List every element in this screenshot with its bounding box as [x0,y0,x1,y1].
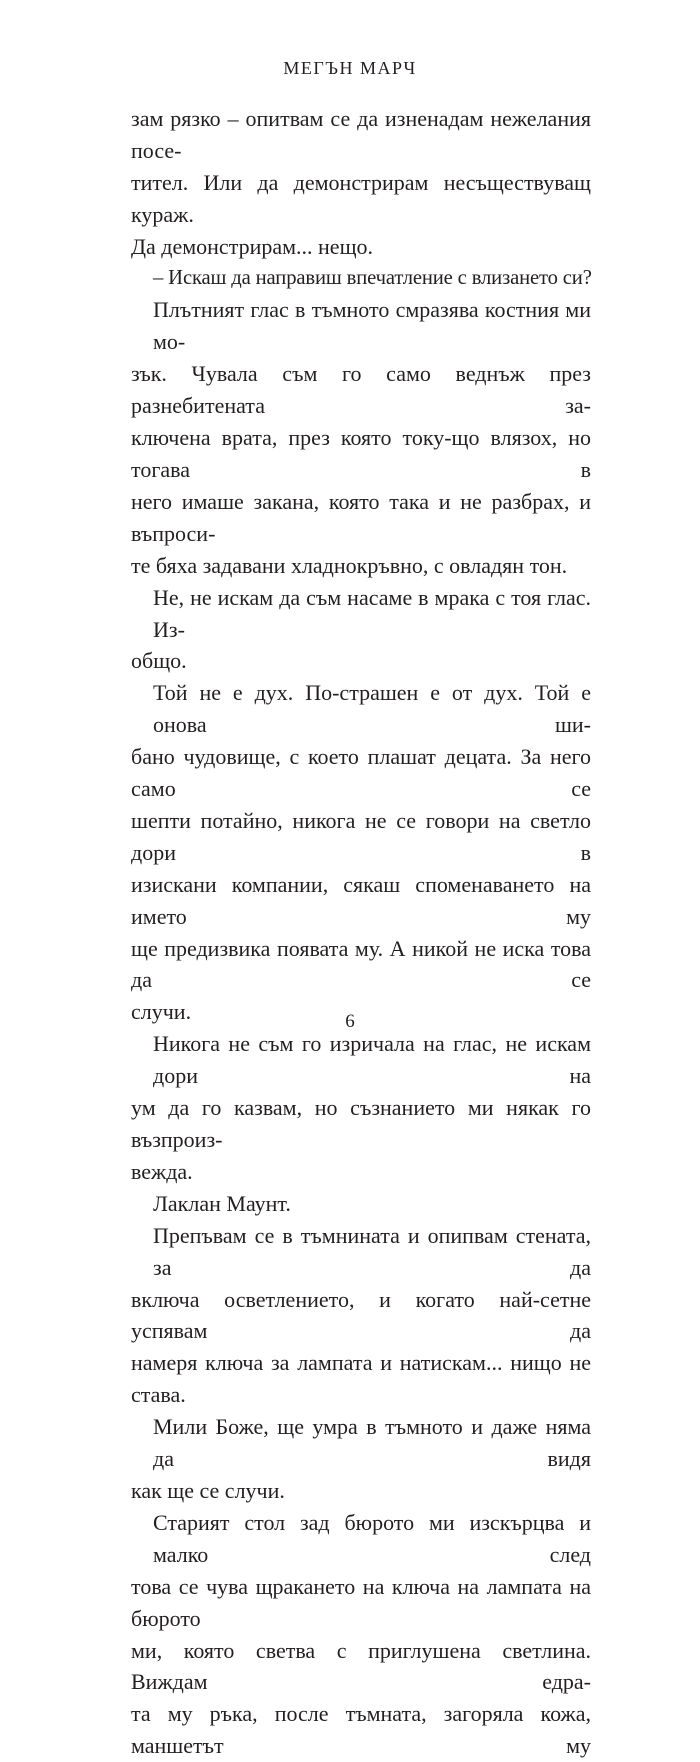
text-line: Мили Боже, ще умра в тъмното и даже няма да видя [153,1414,591,1472]
text-line: зам рязко – опитвам се да изненадам нежелания посе- [131,106,591,163]
running-head: МЕГЪН МАРЧ [283,58,417,78]
text-line: ум да го казвам, но съзнанието ми някак го възпроиз- [131,1095,591,1152]
text-line: Да демонстрирам... нещо. [131,233,374,259]
text-line: зък. Чувала съм го само веднъж през разнебитената за- [131,361,591,419]
text-line: ми, която светва с приглушена светлина. Виждам едра- [131,1637,591,1695]
text-line: Старият стол зад бюрото ми изскърцва и малко след [153,1509,591,1567]
text-line: Той не е дух. По-страшен е от дух. Той е онова ши- [153,680,591,738]
page-number: 6 [345,1011,355,1032]
body-text [131,103,591,1762]
text-line: Лаклан Маунт. [153,1190,291,1216]
text-line: вежда. [131,1158,193,1184]
text-line: бано чудовище, с което плашат децата. За него само се [131,744,591,802]
text-line: ключена врата, през която току-що влязох, но тогава в [131,425,591,482]
text-line: случи. [131,999,192,1025]
text-line: – Искаш да направиш впечатление с влизането си? [153,266,592,289]
text-line: ще предизвика появата му. А никой не иска това да се [131,935,591,993]
text-line: те бяха задавани хладнокръвно, с овладян тон. [131,552,568,578]
text-line: Плътният глас в тъмното смразява костния ми мо- [153,297,591,355]
text-line: Не, не искам да съм насаме в мрака с тоя глас. Из- [153,584,591,642]
text-line: тител. Или да демонстрирам несъществуващ кураж. [131,169,591,227]
text-line: как ще се случи. [131,1477,285,1503]
text-line: Никога не съм го изричала на глас, не искам дори на [153,1031,591,1089]
text-line: това се чува щракането на ключа на лампата на бюрото [131,1573,591,1631]
text-line: общо. [131,648,187,674]
text-line: изискани компании, сякаш споменаването на името му [131,871,591,929]
text-line: намеря ключа за лампата и натискам... нищо не става. [131,1350,591,1408]
text-line: включа осветлението, и когато най-сетне успявам да [131,1286,591,1344]
text-line: него имаше закана, която така и не разбрах, и въпроси- [131,488,591,546]
text-line: Препъвам се в тъмнината и опипвам стената, за да [153,1222,591,1280]
text-line: та му ръка, после тъмната, загоряла кожа, маншетът му [131,1701,591,1759]
text-line: шепти потайно, никога не се говори на светло дори в [131,807,591,865]
